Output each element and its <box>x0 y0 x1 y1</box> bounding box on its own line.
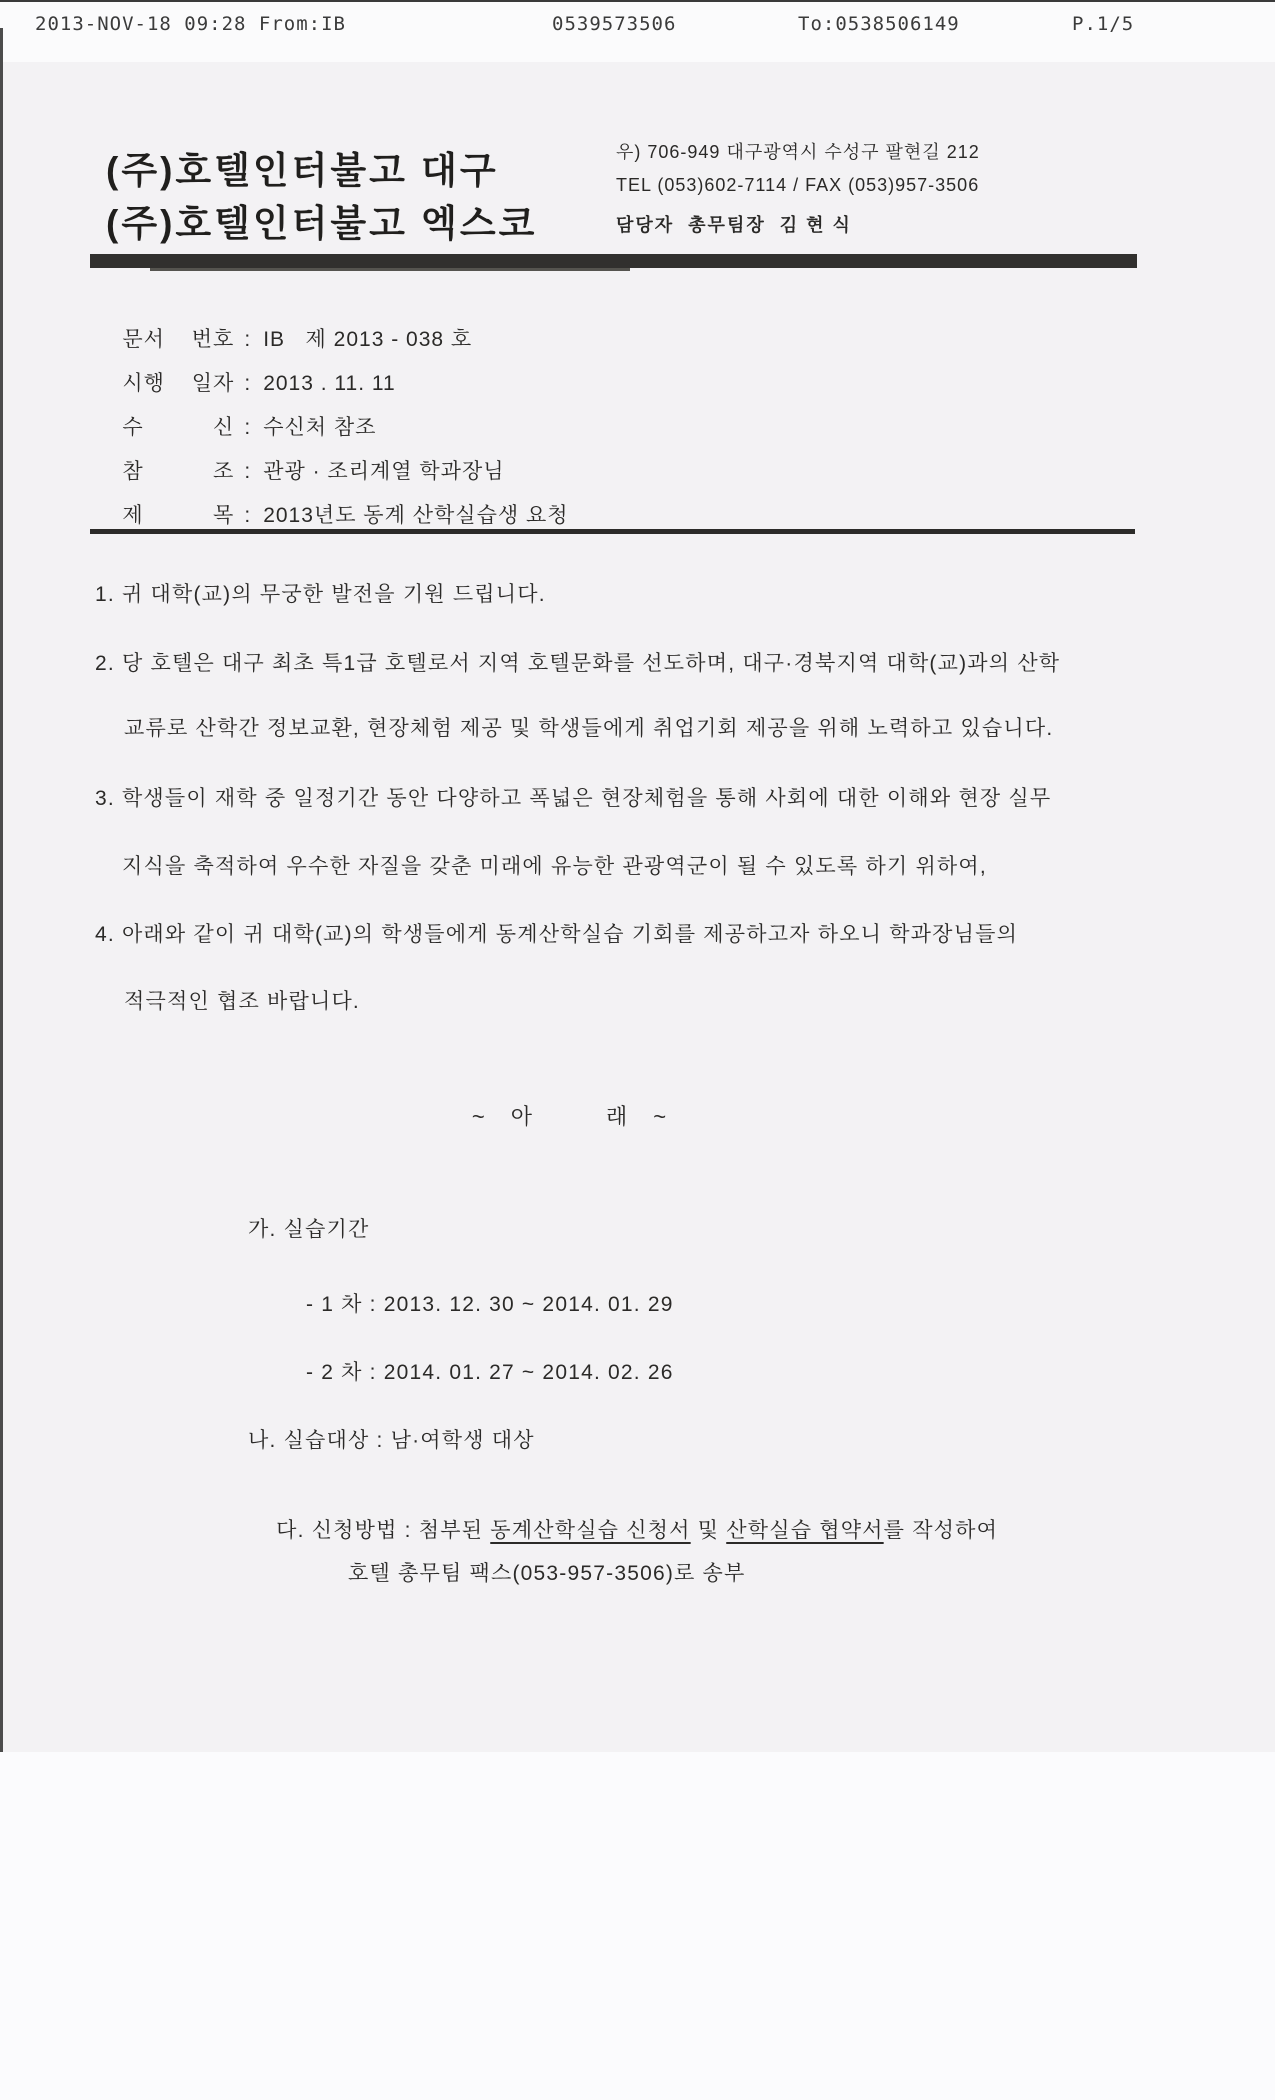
doc-date-value: 2013 . 11. 11 <box>263 372 396 395</box>
apply-method-prefix: 다. 신청방법 : 첨부된 <box>276 1519 491 1542</box>
subject-divider-line <box>90 529 1135 534</box>
colon: : <box>244 372 252 395</box>
company-name-exco: (주)호텔인터불고 엑스코 <box>106 203 538 244</box>
fax-page-count: P.1/5 <box>1072 13 1135 35</box>
doc-subject-value: 2013년도 동계 산학실습생 요청 <box>263 504 569 527</box>
doc-subject-label: 제 목 <box>122 504 235 527</box>
body-paragraph-4: 4. 아래와 같이 귀 대학(교)의 학생들에게 동계산학실습 기회를 제공하고자 하오니 학과장님들의 <box>95 923 1019 946</box>
letterhead-divider-bar <box>90 254 1137 268</box>
annex-period-2: - 2 차 : 2014. 01. 27 ~ 2014. 02. 26 <box>306 1361 674 1384</box>
body-paragraph-2: 2. 당 호텔은 대구 최초 특1급 호텔로서 지역 호텔문화를 선도하며, 대구·경북지역 대학(교)과의 산학 <box>95 652 1061 675</box>
body-paragraph-2-cont: 교류로 산학간 정보교환, 현장체험 제공 및 학생들에게 취업기회 제공을 위해 노력하고 있습니다. <box>124 717 1054 740</box>
colon: : <box>244 504 252 527</box>
annex-header: ~ 아 래 ~ <box>471 1104 669 1129</box>
doc-reference-value: 관광 · 조리계열 학과장님 <box>263 460 505 483</box>
doc-recipient-value: 수신처 참조 <box>263 416 377 439</box>
annex-item-apply-method-cont: 호텔 총무팀 팩스(053-957-3506)로 송부 <box>348 1562 746 1585</box>
annex-item-period-title: 가. 실습기간 <box>248 1218 370 1241</box>
agreement-name-underlined: 산학실습 협약서 <box>726 1519 884 1542</box>
company-address: 우) 706-949 대구광역시 수성구 팔현길 212 <box>616 142 980 162</box>
doc-date-label: 시행 일자 <box>122 372 235 395</box>
body-paragraph-1: 1. 귀 대학(교)의 무궁한 발전을 기원 드립니다. <box>95 583 546 606</box>
annex-item-target: 나. 실습대상 : 남·여학생 대상 <box>248 1429 535 1452</box>
company-name-daegu: (주)호텔인터불고 대구 <box>106 150 499 191</box>
letterhead-divider-smudge <box>150 268 630 271</box>
apply-method-suffix: 를 작성하여 <box>883 1519 999 1542</box>
body-paragraph-3: 3. 학생들이 재학 중 일정기간 동안 다양하고 폭넓은 현장체험을 통해 사회에 대한 이해와 현장 실무 <box>95 787 1052 810</box>
company-contact-person: 담당자 총무팀장 김 현 식 <box>616 215 852 235</box>
doc-number-label: 문서 번호 <box>122 328 235 351</box>
colon: : <box>244 416 252 439</box>
doc-number-value: IB 제 2013 - 038 호 <box>263 328 473 351</box>
apply-method-mid: 및 <box>690 1519 727 1542</box>
doc-recipient-label: 수 신 <box>122 416 235 439</box>
fax-recipient-number: To:0538506149 <box>798 13 960 35</box>
colon: : <box>244 328 252 351</box>
colon: : <box>244 460 252 483</box>
fax-date-from: 2013-NOV-18 09:28 From:IB <box>35 13 346 35</box>
body-paragraph-4-cont: 적극적인 협조 바랍니다. <box>124 990 360 1013</box>
scan-top-edge-line <box>0 0 1275 2</box>
apply-form-name-underlined: 동계산학실습 신청서 <box>490 1519 691 1542</box>
scan-left-edge-line <box>0 28 3 1752</box>
fax-sender-number: 0539573506 <box>552 13 677 35</box>
page-bottom-margin <box>0 1752 1275 2100</box>
doc-subject-row <box>95 475 569 553</box>
company-tel-fax: TEL (053)602-7114 / FAX (053)957-3506 <box>616 175 980 195</box>
body-paragraph-3-cont: 지식을 축적하여 우수한 자질을 갖춘 미래에 유능한 관광역군이 될 수 있도록 하기 위하여, <box>122 855 987 878</box>
annex-period-1: - 1 차 : 2013. 12. 30 ~ 2014. 01. 29 <box>306 1293 674 1316</box>
doc-reference-label: 참 조 <box>122 460 235 483</box>
